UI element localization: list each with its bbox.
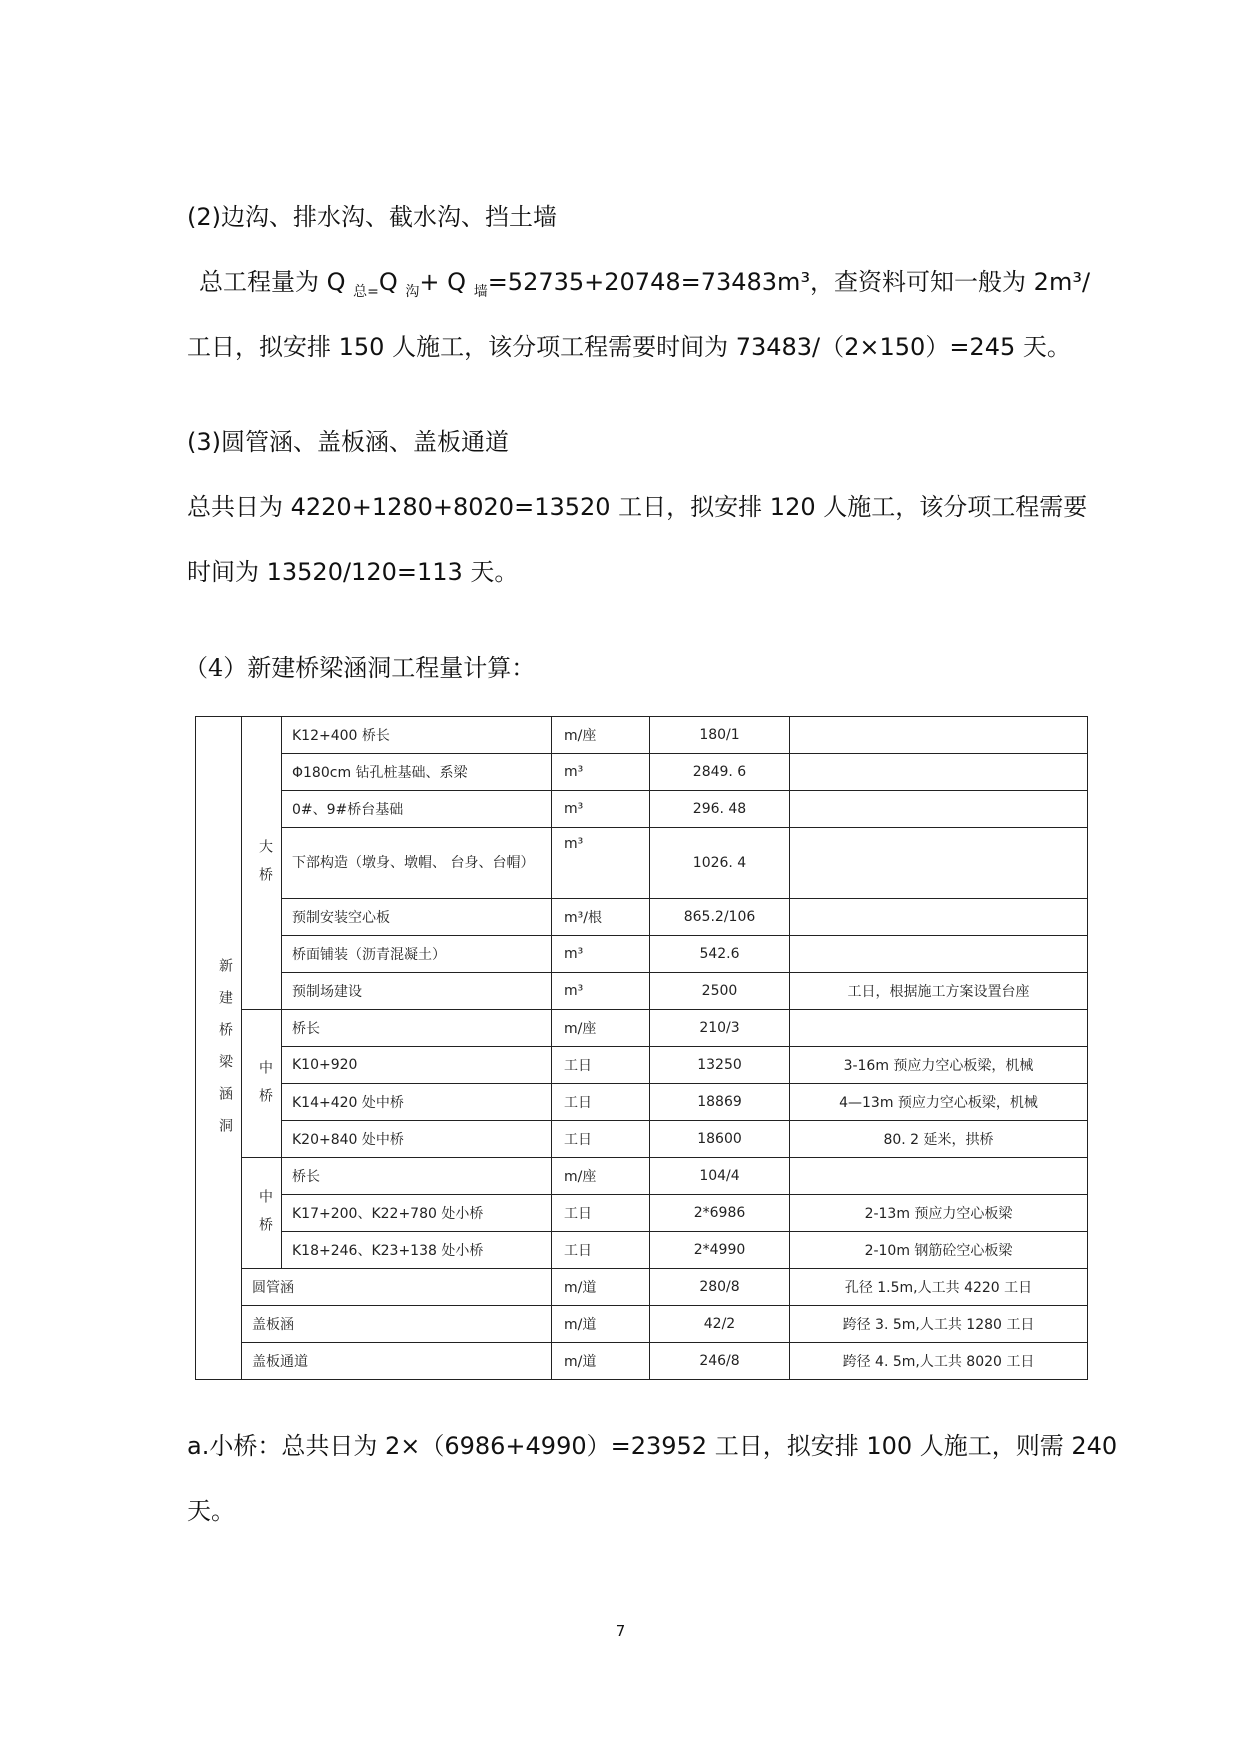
- table-cell-qty: 865.2/106: [650, 899, 790, 936]
- table-cell-qty: 210/3: [650, 1010, 790, 1047]
- table-cell-unit: 工日: [552, 1084, 650, 1121]
- table-cell-note: 孔径 1.5m,人工共 4220 工日: [790, 1269, 1088, 1306]
- table-cell-note: 跨径 4. 5m,人工共 8020 工日: [790, 1343, 1088, 1380]
- table-cell-item: K18+246、K23+138 处小桥: [282, 1232, 552, 1269]
- table-cell-qty: 18600: [650, 1121, 790, 1158]
- table-cell-item: K12+400 桥长: [282, 717, 552, 754]
- table-row: [196, 791, 1088, 828]
- table-row: [196, 899, 1088, 936]
- table-row: [196, 936, 1088, 973]
- table-cell-unit: 工日: [552, 1047, 650, 1084]
- table-row: [196, 1195, 1088, 1232]
- table-cell-item: 桥长: [282, 1010, 552, 1047]
- table-cell-unit: m³: [552, 936, 650, 973]
- table-row: [196, 973, 1088, 1010]
- table-cell-qty: 2849. 6: [650, 754, 790, 791]
- table-cell-note: [790, 936, 1088, 973]
- section-2-line-2: 工日，拟安排 150 人施工，该分项工程需要时间为 73483/（2×150）=245 天。: [187, 333, 1071, 361]
- table-cell-item: 桥面铺装（沥青混凝土）: [282, 936, 552, 973]
- section-2-line-1: [199, 267, 1090, 301]
- table-cell-unit: m³: [552, 973, 650, 1010]
- table-cell-unit: m³: [552, 791, 650, 828]
- table-cell-note: [790, 1158, 1088, 1195]
- table-cell-unit: m³: [552, 754, 650, 791]
- table-cell-note: [790, 754, 1088, 791]
- table-cell-unit: 工日: [552, 1195, 650, 1232]
- table-row: [196, 1084, 1088, 1121]
- section-2-heading: (2)边沟、排水沟、截水沟、挡土墙: [187, 203, 557, 231]
- section-3-heading: (3)圆管涵、盖板涵、盖板通道: [187, 428, 509, 456]
- table-cell-item: 预制安装空心板: [282, 899, 552, 936]
- section-4-heading: （4）新建桥梁涵洞工程量计算：: [184, 654, 536, 682]
- table-cell-note: 工日，根据施工方案设置台座: [790, 973, 1088, 1010]
- table-cell-note: [790, 828, 1088, 899]
- page-number: 7: [615, 1622, 626, 1640]
- section-3-line-1: 总共日为 4220+1280+8020=13520 工日，拟安排 120 人施工，该分项工程需要: [187, 493, 1088, 521]
- quantity-table: [195, 716, 1088, 1380]
- table-row: [196, 1306, 1088, 1343]
- subscript: 墙: [473, 284, 488, 300]
- table-cell-qty: 18869: [650, 1084, 790, 1121]
- table-cell-unit: m/道: [552, 1269, 650, 1306]
- table-cell-item: 圆管涵: [242, 1269, 552, 1306]
- table-cell-qty: 542.6: [650, 936, 790, 973]
- table-cell-item: 下部构造（墩身、墩帽、 台身、台帽）: [282, 828, 552, 899]
- table-cell-note: 2-13m 预应力空心板梁: [790, 1195, 1088, 1232]
- table-cell-qty: 180/1: [650, 717, 790, 754]
- table-cell-note: [790, 791, 1088, 828]
- text-fragment: =52735+20748=73483m³，查资料可知一般为 2m³/: [487, 268, 1091, 296]
- table-cell-qty: 1026. 4: [650, 828, 790, 899]
- table-cell-note: [790, 1010, 1088, 1047]
- table-row: [196, 1121, 1088, 1158]
- table-cell-qty: 104/4: [650, 1158, 790, 1195]
- section-3-line-2: 时间为 13520/120=113 天。: [187, 558, 519, 586]
- table-cell-item: 0#、9#桥台基础: [282, 791, 552, 828]
- table-cell-qty: 246/8: [650, 1343, 790, 1380]
- table-cell-qty: 2*6986: [650, 1195, 790, 1232]
- table-cell-note: 2-10m 钢筋砼空心板梁: [790, 1232, 1088, 1269]
- table-cell-item: K17+200、K22+780 处小桥: [282, 1195, 552, 1232]
- table-cell-unit: m/座: [552, 1010, 650, 1047]
- subscript: 总=: [353, 284, 379, 300]
- table-cell-unit: m³: [552, 828, 650, 899]
- table-cell-qty: 296. 48: [650, 791, 790, 828]
- paragraph-a-line-2: 天。: [187, 1497, 235, 1525]
- table-cell-unit: m/座: [552, 1158, 650, 1195]
- table-cell-qty: 13250: [650, 1047, 790, 1084]
- table-cell-qty: 280/8: [650, 1269, 790, 1306]
- table-cell-unit: m/座: [552, 717, 650, 754]
- table-row: [196, 1047, 1088, 1084]
- group-label: 新建桥梁涵洞: [196, 717, 242, 1380]
- table-cell-note: 80. 2 延米，拱桥: [790, 1121, 1088, 1158]
- text-fragment: + Q: [419, 268, 474, 296]
- table-cell-unit: m/道: [552, 1343, 650, 1380]
- table-cell-item: 盖板涵: [242, 1306, 552, 1343]
- subscript: 沟: [405, 284, 420, 300]
- table-cell-qty: 2500: [650, 973, 790, 1010]
- table-cell-item: K10+920: [282, 1047, 552, 1084]
- table-cell-unit: 工日: [552, 1232, 650, 1269]
- table-row: [196, 828, 1088, 899]
- table-cell-note: [790, 717, 1088, 754]
- table-cell-unit: m/道: [552, 1306, 650, 1343]
- table-cell-item: 桥长: [282, 1158, 552, 1195]
- category-label-mid-bridge: 中桥: [242, 1010, 282, 1158]
- category-label-small-bridge: 中桥: [242, 1158, 282, 1269]
- table-row: [196, 1010, 1088, 1047]
- table-cell-item: 预制场建设: [282, 973, 552, 1010]
- table-cell-note: 3-16m 预应力空心板梁，机械: [790, 1047, 1088, 1084]
- table-row: [196, 717, 1088, 754]
- table-row: [196, 1343, 1088, 1380]
- table-cell-qty: 2*4990: [650, 1232, 790, 1269]
- table-cell-item: Φ180cm 钻孔桩基础、系梁: [282, 754, 552, 791]
- table-cell-note: 4—13m 预应力空心板梁，机械: [790, 1084, 1088, 1121]
- paragraph-a-line-1: a.小桥：总共日为 2×（6986+4990）=23952 工日，拟安排 100 人施工，则需 240: [187, 1432, 1118, 1460]
- table-row: [196, 1269, 1088, 1306]
- table-cell-unit: m³/根: [552, 899, 650, 936]
- table-cell-unit: 工日: [552, 1121, 650, 1158]
- table-cell-note: 跨径 3. 5m,人工共 1280 工日: [790, 1306, 1088, 1343]
- text-fragment: Q: [378, 268, 406, 296]
- table-cell-item: 盖板通道: [242, 1343, 552, 1380]
- table-cell-item: K14+420 处中桥: [282, 1084, 552, 1121]
- text-fragment: 总工程量为 Q: [199, 268, 354, 296]
- table-cell-note: [790, 899, 1088, 936]
- table-cell-qty: 42/2: [650, 1306, 790, 1343]
- table-cell-item: K20+840 处中桥: [282, 1121, 552, 1158]
- table-row: [196, 1158, 1088, 1195]
- table-row: [196, 754, 1088, 791]
- category-label-big-bridge: 大桥: [242, 717, 282, 1010]
- table-row: [196, 1232, 1088, 1269]
